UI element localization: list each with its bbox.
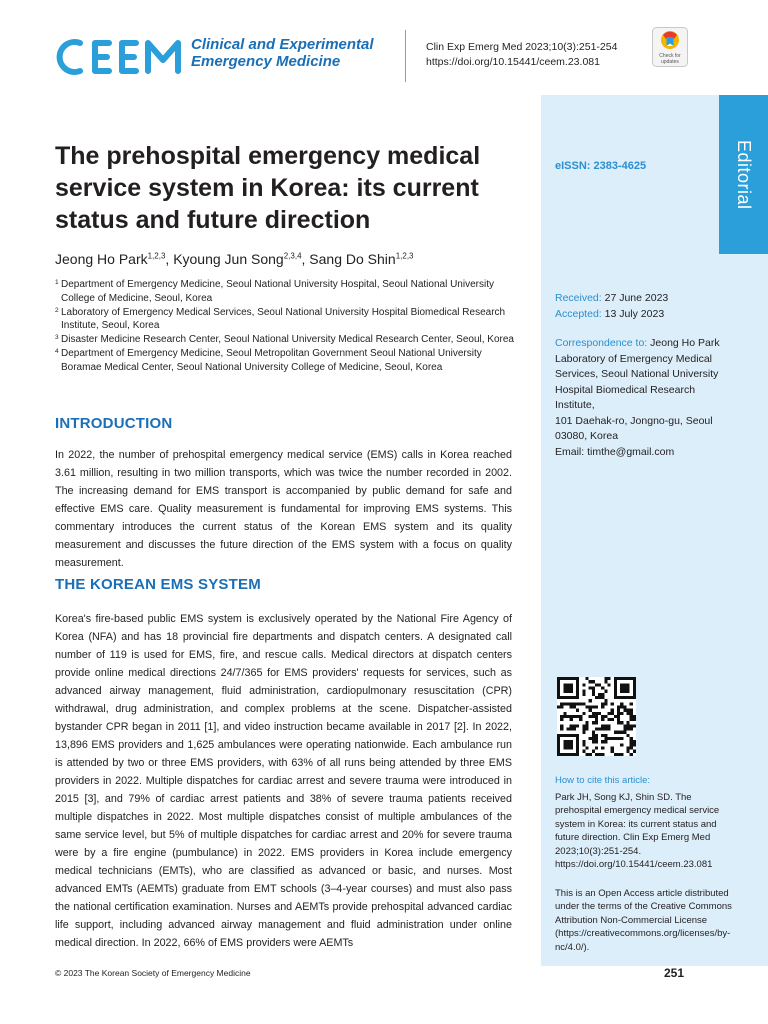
author-list [55, 251, 414, 267]
affiliation-item [55, 306, 525, 334]
article-type-label: Editorial [734, 139, 754, 210]
header-divider [405, 30, 406, 82]
affiliation-number: 3 [55, 334, 59, 342]
journal-name [191, 36, 391, 70]
affiliation-item [55, 347, 525, 375]
affiliation-item [55, 333, 525, 347]
article-title: The prehospital emergency medical service system in Korea: its current status and future direction [55, 142, 481, 234]
how-to-cite-text: Park JH, Song KJ, Shin SD. The prehospital emergency medical service system in Korea: its current status and future direction. Clin Exp Emerg Med 2023;10(3):251-254. https://doi.org/10.15441/ceem.23.081 [555, 792, 720, 871]
correspondence-name: Jeong Ho Park [650, 337, 720, 349]
qr-code[interactable] [557, 677, 636, 756]
accepted-date-row [555, 307, 668, 323]
badge-line2: updates [661, 59, 679, 65]
doi-link[interactable]: https://doi.org/10.15441/ceem.23.081 [426, 56, 600, 68]
affiliation-list [55, 278, 525, 375]
correspondence-address-line: Services, Seoul National University [555, 368, 719, 380]
affiliation-number: 2 [55, 306, 59, 314]
affiliation-text: Department of Emergency Medicine, Seoul National University Hospital, Seoul National University College of Medicine, Seoul, Korea [61, 279, 494, 304]
journal-name-line1: Clinical and Experimental [191, 36, 374, 53]
author-affiliation-marker: 1,2,3 [395, 251, 414, 261]
accepted-date: 13 July 2023 [604, 307, 665, 320]
correspondence-address-line: 101 Daehak-ro, Jongno-gu, Seoul [555, 414, 713, 427]
article-dates [555, 291, 668, 322]
affiliation-text: Disaster Medicine Research Center, Seoul National University Medical Research Center, Seoul, Korea [61, 334, 514, 346]
author-name: Jeong Ho Park [55, 251, 148, 267]
received-date-row [555, 291, 668, 307]
journal-name-line2: Emergency Medicine [191, 53, 341, 70]
journal-citation: Clin Exp Emerg Med 2023;10(3):251-254 [426, 41, 618, 53]
received-date: 27 June 2023 [604, 292, 669, 304]
introduction-heading: INTRODUCTION [55, 415, 173, 432]
correspondence-block [555, 336, 730, 460]
check-for-updates-badge[interactable] [652, 27, 688, 67]
ceem-logo [55, 34, 187, 80]
affiliation-number: 4 [55, 347, 59, 355]
correspondence-heading-row [555, 336, 730, 352]
affiliation-text: Laboratory of Emergency Medical Services, Seoul National University Hospital Biomedical Research Institute, Seoul, Korea [61, 306, 506, 332]
korean-ems-system-paragraph: Korea's fire-based public EMS system is exclusively operated by the National Fire Agency of Korea (NFA) and has 18 provincial fire departments and dispatch centers. A designated call number of 119 is used for EMS, fire, and rescue calls. Medical directors at dispatch centers provide online medical directions 24/7/365 for EMS providers' requests for services, such as advanced airway management, fluid administration, cardiopulmonary resuscitation (CPR) withdrawal, drug administration, and complex problems at the scene. Dispatcher-assisted bystander CPR began in 2011 [1], and video instruction became available in 2017 [2]. In 2022, 13,896 EMS providers and 1,625 ambulances were operating nationwide. Each ambulance run is attended by two or three EMS providers, with 63% of all runs being attended by three EMS providers in 2022. Multiple dispatches for cardiac arrest and severe trauma were introduced in 2015 [3], and 79% of cardiac arrest patients and 38% of severe trauma patients received multiple dispatches in 2022. Most multiple dispatches consist of multiple ambulances of the same service level, but 5% of multiple dispatches for cardiac arrest and 20% for severe trauma were by a fire engine (pumbulance) in 2022. EMS providers in Korea include emergency medical technicians (EMTs), who are classified as advanced or basic, and nurses. Most advanced EMTs (AEMTs) graduate from EMT schools (3–4-year courses) and must also pass the national certification examination. Nurses and AEMTs provide prehospital advanced cardiac life support, including advanced airway management and fluid administration under online medical direction. In 2022, 66% of EMS providers were AEMTs [55, 613, 512, 949]
eissn: eISSN: 2383-4625 [555, 160, 647, 172]
author-separator: , [301, 251, 310, 267]
received-label: Received: [555, 292, 602, 304]
page-number: 251 [664, 966, 685, 980]
license-text: This is an Open Access article distributed under the terms of the Creative Commons Attribution Non-Commercial License (https://creativecommons.org/licenses/by-nc/4.0/). [555, 888, 732, 953]
author-name: Kyoung Jun Song [173, 251, 284, 267]
bookmark-icon [661, 31, 679, 49]
correspondence-label: Correspondence to: [555, 337, 648, 349]
author-name: Sang Do Shin [309, 251, 396, 267]
correspondence-address-line: Hospital Biomedical Research Institute, [555, 383, 696, 411]
korean-ems-system-heading: THE KOREAN EMS SYSTEM [55, 576, 261, 593]
correspondence-address-line: 03080, Korea [555, 430, 619, 442]
copyright-notice: © 2023 The Korean Society of Emergency Medicine [55, 968, 251, 978]
author-separator: , [165, 251, 174, 267]
affiliation-text: Department of Emergency Medicine, Seoul Metropolitan Government Seoul National University Boramae Medical Center, Seoul National University College of Medicine, Seoul, Korea [61, 347, 482, 373]
author-affiliation-marker: 1,2,3 [147, 251, 166, 261]
citation-block [426, 40, 617, 70]
accepted-label: Accepted: [555, 307, 602, 320]
author-affiliation-marker: 2,3,4 [283, 251, 302, 261]
introduction-paragraph: In 2022, the number of prehospital emergency medical service (EMS) calls in Korea reached 3.61 million, resulting in two million transports, which was twice the number recorded in 2002. The increasing demand for EMS transport is accompanied by public demand for safe and effective EMS care. Quality measurement is fundamental for improving EMS systems. This commentary introduces the current status of the Korean EMS system and its quality measurement and discusses the future direction of the EMS system with a focus on quality measurement. [55, 449, 512, 569]
affiliation-number: 1 [55, 279, 59, 286]
how-to-cite-label: How to cite this article: [555, 775, 651, 786]
badge-line1: Check for [659, 53, 681, 59]
affiliation-item [55, 278, 525, 306]
correspondence-email[interactable]: Email: timthe@gmail.com [555, 445, 675, 458]
article-type-tab [719, 95, 768, 254]
correspondence-address-line: Laboratory of Emergency Medical [555, 352, 712, 365]
